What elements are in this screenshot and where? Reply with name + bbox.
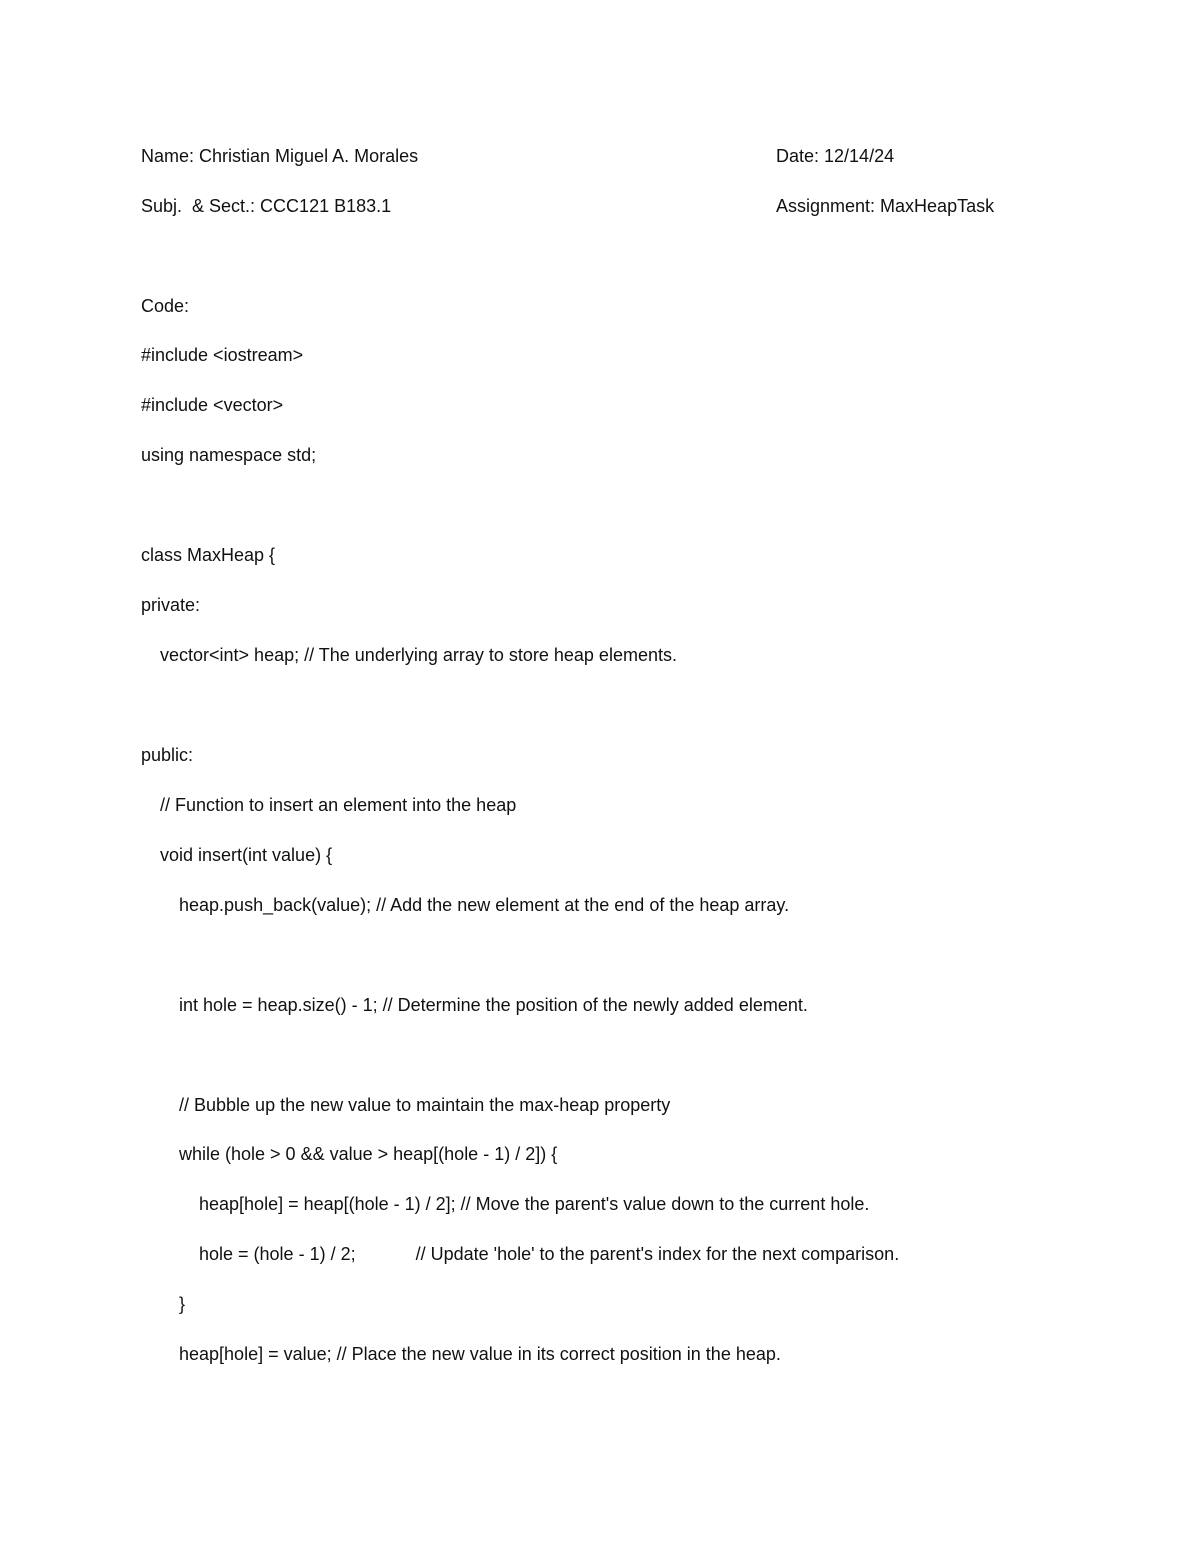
subject-section: Subj. & Sect.: CCC121 B183.1 bbox=[141, 196, 392, 216]
code-line: void insert(int value) { bbox=[160, 845, 333, 865]
student-name: Name: Christian Miguel A. Morales bbox=[141, 146, 419, 166]
code-line: // Function to insert an element into the heap bbox=[160, 795, 517, 815]
code-label: Code: bbox=[141, 296, 190, 316]
code-line: class MaxHeap { bbox=[141, 545, 276, 565]
code-line: int hole = heap.size() - 1; // Determine the position of the newly added element. bbox=[179, 995, 808, 1015]
code-line: while (hole > 0 && value > heap[(hole - 1) / 2]) { bbox=[179, 1144, 558, 1164]
code-line: public: bbox=[141, 745, 194, 765]
submission-date: Date: 12/14/24 bbox=[776, 146, 895, 166]
code-line: // Bubble up the new value to maintain the max-heap property bbox=[179, 1095, 671, 1115]
code-line: using namespace std; bbox=[141, 445, 317, 465]
code-line: heap[hole] = heap[(hole - 1) / 2]; // Move the parent's value down to the current hole. bbox=[199, 1194, 870, 1214]
code-line: #include <vector> bbox=[141, 395, 284, 415]
code-line: hole = (hole - 1) / 2; // Update 'hole' to the parent's index for the next comparison. bbox=[199, 1244, 900, 1264]
code-line: vector<int> heap; // The underlying array to store heap elements. bbox=[160, 645, 677, 665]
code-line: private: bbox=[141, 595, 201, 615]
code-line: #include <iostream> bbox=[141, 345, 304, 365]
code-line: } bbox=[179, 1294, 186, 1314]
code-line: heap.push_back(value); // Add the new element at the end of the heap array. bbox=[179, 895, 790, 915]
assignment-title: Assignment: MaxHeapTask bbox=[776, 196, 995, 216]
code-line: heap[hole] = value; // Place the new value in its correct position in the heap. bbox=[179, 1344, 781, 1364]
